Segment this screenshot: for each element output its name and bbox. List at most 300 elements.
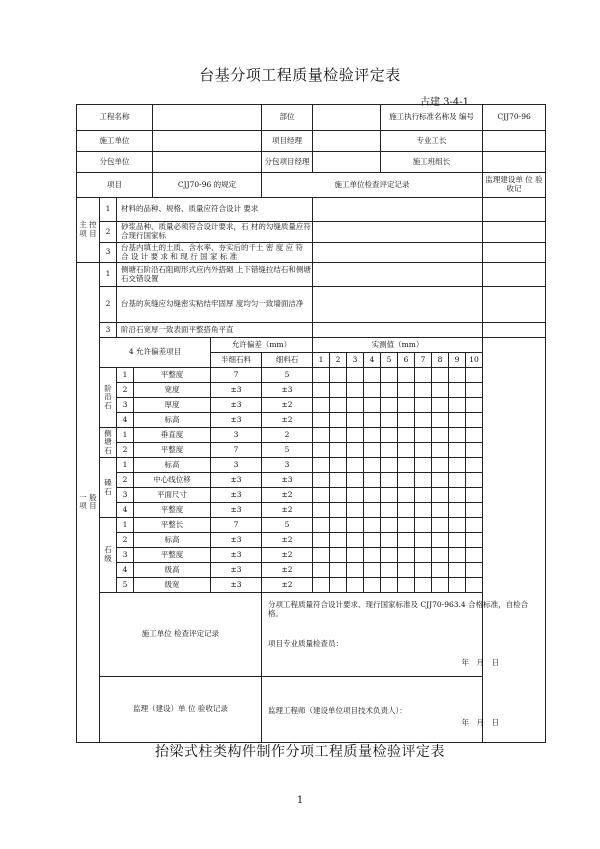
measure-cell[interactable] [313,533,330,548]
measure-cell[interactable] [347,578,364,593]
measure-cell[interactable] [330,518,347,533]
supervisor-eval-box[interactable] [262,676,546,742]
measure-cell[interactable] [449,473,466,488]
measure-cell[interactable] [415,563,432,578]
measure-cell[interactable] [330,428,347,443]
measure-cell[interactable] [432,398,449,413]
general-item-no: 3 [100,323,117,338]
measure-cell[interactable] [313,563,330,578]
measure-cell[interactable] [432,548,449,563]
measure-cell[interactable] [364,443,381,458]
deviation-header-row [77,338,546,353]
measure-cell[interactable] [347,518,364,533]
measure-cell[interactable] [364,548,381,563]
supervisor-eval-label: 监理（建设）单 位 验收记录 [100,676,262,742]
header-row-2 [77,131,546,152]
measure-cell[interactable] [449,413,466,428]
measure-cell[interactable] [313,518,330,533]
measure-cell[interactable] [449,563,466,578]
row-fine: 7 [211,443,262,458]
main-item-row [77,243,546,263]
deviation-row [77,533,546,548]
row-item: 中心线位移 [134,473,211,488]
measure-cell[interactable] [364,578,381,593]
measure-cell[interactable] [381,383,398,398]
measure-cell[interactable] [347,368,364,383]
measure-cell[interactable] [381,548,398,563]
measure-cell[interactable] [347,428,364,443]
measure-cell[interactable] [347,533,364,548]
general-item-accept[interactable] [483,263,546,287]
measure-cell[interactable] [330,368,347,383]
measure-cell[interactable] [313,398,330,413]
general-items-label: 一 般 项 目 [77,263,100,743]
next-form-title: 抬梁式柱类构件制作分项工程质量检验评定表 [155,744,445,760]
row-fine: ±3 [211,563,262,578]
supervisor-eval-row [77,676,546,742]
row-no: 4 [117,413,134,428]
measure-cell[interactable] [415,578,432,593]
measure-cell[interactable] [381,503,398,518]
main-item-accept[interactable] [483,222,546,243]
contractor-eval-date: 年 月 日 [461,657,500,667]
measure-cell[interactable] [415,533,432,548]
measure-cell[interactable] [330,503,347,518]
measure-cell[interactable] [364,383,381,398]
column-header-row [77,173,546,198]
measure-cell[interactable] [313,368,330,383]
measure-cell[interactable] [364,518,381,533]
row-item: 宽度 [134,383,211,398]
measure-cell[interactable] [466,383,483,398]
measure-cell[interactable] [330,443,347,458]
general-item-text: 阶沿石宽厚一致表面平整搭角平直 [117,323,313,338]
measure-cell[interactable] [466,518,483,533]
measure-cell[interactable] [449,518,466,533]
page-number: 1 [296,795,304,806]
measure-cell[interactable] [466,548,483,563]
foreman-label: 专业工长 [381,131,483,152]
measure-cell[interactable] [432,383,449,398]
row-thin: ±2 [262,413,313,428]
measure-cell[interactable] [381,458,398,473]
general-item-no: 1 [100,263,117,287]
standard-value: CJJ70-96 [483,105,546,131]
measure-cell[interactable] [330,413,347,428]
measure-cell[interactable] [381,533,398,548]
measure-cell[interactable] [398,503,415,518]
main-item-accept[interactable] [483,243,546,263]
measure-cell[interactable] [415,458,432,473]
general-item-no: 2 [100,287,117,323]
measure-cell[interactable] [449,458,466,473]
measure-cell[interactable] [432,443,449,458]
measure-cell[interactable] [364,503,381,518]
measure-cell[interactable] [398,368,415,383]
inspection-table [76,104,546,743]
row-fine: ±3 [211,398,262,413]
measure-cell[interactable] [449,383,466,398]
general-item-accept[interactable] [483,287,546,323]
row-no: 2 [117,383,134,398]
measure-number: 2 [330,353,347,368]
measure-cell[interactable] [398,563,415,578]
main-item-text: 砂浆品种、质量必须符合设计要求，石 材的勾缝质量应符合现行国家标 [117,222,313,243]
measure-cell[interactable] [415,473,432,488]
measure-cell[interactable] [449,368,466,383]
team-leader-value[interactable] [483,152,546,173]
row-no: 3 [117,398,134,413]
contractor-eval-box[interactable] [262,593,546,677]
team-leader-label: 施工班组长 [381,152,483,173]
measure-number: 8 [432,353,449,368]
measure-cell[interactable] [364,413,381,428]
deviation-row [77,368,546,383]
col-item: 项目 [77,173,153,198]
measure-cell[interactable] [432,428,449,443]
row-fine: 3 [211,428,262,443]
main-item-record[interactable] [313,198,483,222]
measure-cell[interactable] [466,413,483,428]
row-thin: ±3 [262,383,313,398]
measure-cell[interactable] [449,578,466,593]
deviation-row [77,383,546,398]
measure-cell[interactable] [330,473,347,488]
general-item-record[interactable] [313,323,483,338]
row-fine: ±3 [211,548,262,563]
general-item-record[interactable] [313,263,483,287]
row-item: 厚度 [134,398,211,413]
row-no: 5 [117,578,134,593]
main-items-label: 主 控 项 目 [77,198,100,263]
measure-cell[interactable] [330,458,347,473]
measure-cell[interactable] [313,383,330,398]
general-item-row [77,323,546,338]
measure-cell[interactable] [398,383,415,398]
measure-cell[interactable] [415,368,432,383]
row-thin: ±2 [262,533,313,548]
measure-cell[interactable] [432,488,449,503]
measure-cell[interactable] [466,428,483,443]
measure-cell[interactable] [381,368,398,383]
row-item: 平整长 [134,518,211,533]
row-no: 3 [117,488,134,503]
supervisor-eval-date: 年 月 日 [461,718,500,728]
measure-number: 9 [449,353,466,368]
measure-cell[interactable] [398,428,415,443]
standard-label: 施工执行标准名称及 编号 [381,105,483,131]
measure-cell[interactable] [398,548,415,563]
measure-cell[interactable] [432,563,449,578]
measure-cell[interactable] [415,503,432,518]
row-item: 级高 [134,563,211,578]
measure-cell[interactable] [313,443,330,458]
group-label: 石 级 [100,518,117,593]
measure-cell[interactable] [415,398,432,413]
inspector-label: 项目专业质量检查员： [268,639,343,649]
measure-cell[interactable] [364,428,381,443]
measure-cell[interactable] [466,503,483,518]
measure-cell[interactable] [415,443,432,458]
measure-cell[interactable] [381,413,398,428]
main-item-no: 1 [100,198,117,222]
col-supervisor: 监理建设单 位 验收记 [483,173,546,198]
measure-cell[interactable] [466,458,483,473]
row-no: 3 [117,548,134,563]
row-item: 平整度 [134,503,211,518]
measure-cell[interactable] [347,548,364,563]
row-fine: ±3 [211,473,262,488]
project-manager-label: 项目经理 [262,131,313,152]
row-item: 平整度 [134,368,211,383]
form-code: 古建 3-4-1 [420,97,470,108]
measure-cell[interactable] [466,578,483,593]
main-item-row [77,222,546,243]
measure-cell[interactable] [415,383,432,398]
general-item-record[interactable] [313,287,483,323]
measure-cell[interactable] [466,473,483,488]
measure-cell[interactable] [398,518,415,533]
measure-cell[interactable] [398,443,415,458]
measure-cell[interactable] [466,488,483,503]
deviation-row [77,428,546,443]
measure-cell[interactable] [381,398,398,413]
row-fine: 7 [211,518,262,533]
row-thin: ±2 [262,563,313,578]
deviation-row [77,458,546,473]
measure-cell[interactable] [398,578,415,593]
deviation-row [77,413,546,428]
deviation-row [77,398,546,413]
measure-cell[interactable] [347,413,364,428]
measure-cell[interactable] [432,578,449,593]
measure-cell[interactable] [364,473,381,488]
main-item-no: 2 [100,222,117,243]
general-item-text: 侧塘石阶沿石阻砌形式应内外搭砌 上下错缝拉结石和侧塘石交错设置 [117,263,313,287]
measure-cell[interactable] [398,458,415,473]
contractor-eval-label: 施工单位 检查评定记录 [100,593,262,677]
row-fine: ±3 [211,413,262,428]
measure-cell[interactable] [381,488,398,503]
row-no: 4 [117,563,134,578]
row-fine: ±3 [211,533,262,548]
deviation-row [77,518,546,533]
row-thin: 2 [262,428,313,443]
row-thin: ±2 [262,398,313,413]
row-no: 4 [117,503,134,518]
main-item-record[interactable] [313,222,483,243]
row-fine: ±3 [211,578,262,593]
measure-cell[interactable] [313,548,330,563]
measure-cell[interactable] [449,503,466,518]
measure-number: 5 [381,353,398,368]
row-no: 2 [117,443,134,458]
col-check: 施工单位检查评定记录 [262,173,483,198]
deviation-row [77,503,546,518]
measure-cell[interactable] [330,398,347,413]
general-item-row [77,287,546,323]
measure-cell[interactable] [347,503,364,518]
measure-cell[interactable] [449,398,466,413]
measure-cell[interactable] [347,383,364,398]
measure-cell[interactable] [330,548,347,563]
measure-cell[interactable] [364,563,381,578]
sub-manager-value[interactable] [313,152,381,173]
measure-cell[interactable] [381,443,398,458]
engineer-label: 监理工程师（建设单位项目技术负责人）： [268,705,407,715]
measure-cell[interactable] [398,473,415,488]
measure-cell[interactable] [432,413,449,428]
measure-number: 10 [466,353,483,368]
project-name-value[interactable] [153,105,262,131]
subcontractor-value[interactable] [153,152,262,173]
project-name-label: 工程名称 [77,105,153,131]
measure-cell[interactable] [466,443,483,458]
deviation-label: 4 允许偏差项目 [100,338,211,368]
measure-cell[interactable] [398,413,415,428]
measure-number: 1 [313,353,330,368]
main-item-accept[interactable] [483,198,546,222]
form-title: 台基分项工程质量检验评定表 [199,66,401,84]
row-thin: 3 [262,458,313,473]
measure-cell[interactable] [381,578,398,593]
measure-cell[interactable] [381,428,398,443]
general-item-row [77,263,546,287]
measure-cell[interactable] [466,563,483,578]
measure-cell[interactable] [364,533,381,548]
measure-cell[interactable] [415,428,432,443]
measure-cell[interactable] [347,443,364,458]
group-label: 磉 石 [100,458,117,518]
measure-cell[interactable] [313,428,330,443]
measure-cell[interactable] [449,548,466,563]
measure-cell[interactable] [466,368,483,383]
row-item: 标高 [134,458,211,473]
measure-cell[interactable] [313,413,330,428]
measure-cell[interactable] [364,398,381,413]
contractor-eval-row [77,593,546,677]
main-item-record[interactable] [313,243,483,263]
contractor-eval-text: 分项工程质量符合设计要求、现行国家标准及 CJJ70-963.4 合格标准，自检合格。 [268,600,529,618]
measure-cell[interactable] [432,533,449,548]
measure-cell[interactable] [364,458,381,473]
part-label: 部位 [262,105,313,131]
measure-cell[interactable] [347,398,364,413]
group-label: 阶 沿 石 [100,368,117,428]
measure-cell[interactable] [398,533,415,548]
deviation-row [77,563,546,578]
measure-cell[interactable] [432,458,449,473]
row-item: 平面尺寸 [134,488,211,503]
main-item-text: 台基内填土的土质、含水率、夯实后的干土 密 度 应 符 合 设 计 要 求 和 现 行 国 家 标 准 [117,243,313,263]
row-no: 1 [117,368,134,383]
row-thin: 5 [262,443,313,458]
measure-cell[interactable] [449,428,466,443]
row-fine: ±3 [211,488,262,503]
row-fine: ±3 [211,503,262,518]
deviation-row [77,578,546,593]
deviation-row [77,548,546,563]
measure-cell[interactable] [313,488,330,503]
measure-cell[interactable] [432,368,449,383]
measure-cell[interactable] [415,413,432,428]
project-manager-value[interactable] [313,131,381,152]
contractor-value[interactable] [153,131,262,152]
measure-cell[interactable] [313,503,330,518]
row-item: 标高 [134,533,211,548]
deviation-row [77,443,546,458]
measure-cell[interactable] [432,473,449,488]
measure-cell[interactable] [415,518,432,533]
measure-cell[interactable] [432,518,449,533]
measure-cell[interactable] [449,488,466,503]
part-value[interactable] [313,105,381,131]
row-thin: 5 [262,368,313,383]
allow-label: 允许偏差（mm） [211,338,313,353]
measure-cell[interactable] [398,488,415,503]
measure-cell[interactable] [381,473,398,488]
measure-cell[interactable] [313,578,330,593]
row-thin: 5 [262,518,313,533]
measure-cell[interactable] [330,563,347,578]
row-no: 1 [117,428,134,443]
measure-cell[interactable] [330,533,347,548]
measure-cell[interactable] [347,488,364,503]
measure-cell[interactable] [466,533,483,548]
measure-cell[interactable] [381,518,398,533]
measure-cell[interactable] [381,563,398,578]
measure-cell[interactable] [432,503,449,518]
measure-cell[interactable] [330,578,347,593]
row-fine: 7 [211,368,262,383]
measure-cell[interactable] [347,458,364,473]
measure-cell[interactable] [330,383,347,398]
measure-cell[interactable] [415,488,432,503]
group-label: 侧 塘 石 [100,428,117,458]
header-row-1 [77,105,546,131]
measure-cell[interactable] [449,533,466,548]
measured-label: 实测值（mm） [313,338,483,353]
header-row-3 [77,152,546,173]
row-item: 平整度 [134,548,211,563]
measure-cell[interactable] [415,548,432,563]
measure-cell[interactable] [364,368,381,383]
measure-cell[interactable] [347,563,364,578]
subcontractor-label: 分包单位 [77,152,153,173]
measure-cell[interactable] [347,473,364,488]
measure-cell[interactable] [466,398,483,413]
measure-cell[interactable] [330,488,347,503]
row-thin: ±2 [262,488,313,503]
row-no: 2 [117,533,134,548]
measure-cell[interactable] [449,443,466,458]
row-fine: 3 [211,458,262,473]
general-item-text: 台基的灰缝应勾缝密实粘结牢固厚 度均匀一致墙面洁净 [117,287,313,323]
measure-cell[interactable] [398,398,415,413]
main-item-row [77,198,546,222]
row-item: 标高 [134,413,211,428]
foreman-value[interactable] [483,131,546,152]
measure-number: 4 [364,353,381,368]
measure-cell[interactable] [364,488,381,503]
measure-cell[interactable] [313,473,330,488]
measure-cell[interactable] [313,458,330,473]
row-thin: ±2 [262,548,313,563]
row-item: 垂直度 [134,428,211,443]
deviation-row [77,473,546,488]
row-thin: ±2 [262,503,313,518]
general-item-accept[interactable] [483,323,546,338]
